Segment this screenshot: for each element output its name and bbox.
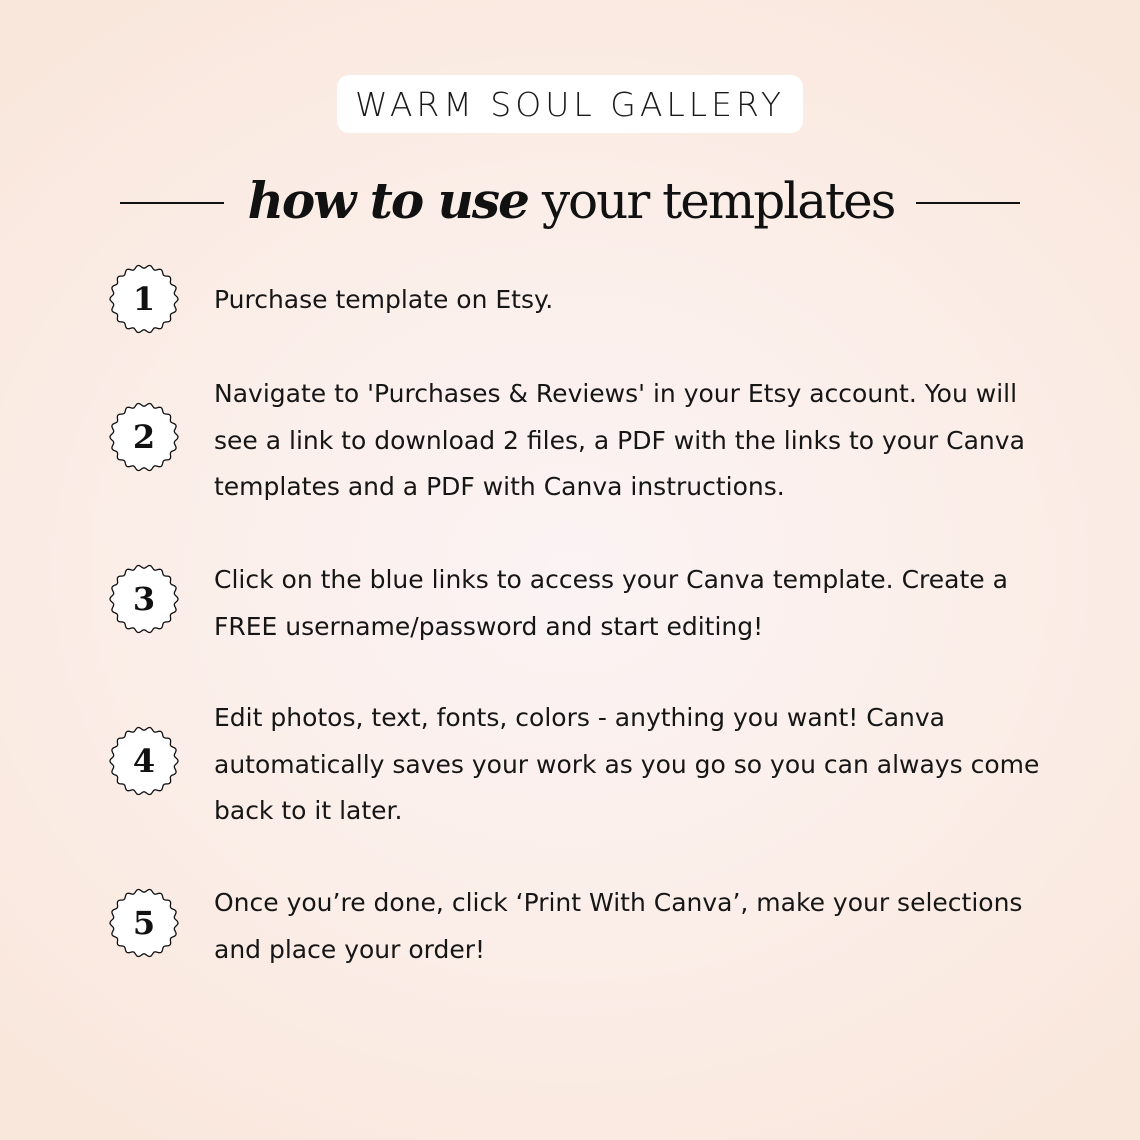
step-number: 1 [132,280,156,318]
step-text: Once you’re done, click ‘Print With Canva’, make your selections and place your order! [214,888,1023,964]
step-number-badge [107,400,181,474]
step-number: 5 [132,904,156,942]
step-number-badge [107,724,181,798]
title-rule-left [120,202,224,204]
step-text: Click on the blue links to access your Canva template. Create a FREE username/password and start editing! [214,565,1008,641]
step-number: 2 [132,418,156,456]
title-italic: how to use [247,170,528,230]
step-number-badge [107,262,181,336]
brand-name: WARM SOUL GALLERY [337,75,803,133]
step-text: Edit photos, text, fonts, colors - anything you want! Canva automatically saves your work as you go so you can always come back to it later. [214,703,1040,825]
title-text [248,171,895,230]
page-title [0,160,1140,240]
step-text: Navigate to 'Purchases & Reviews' in your Etsy account. You will see a link to download 2 files, a PDF with the links to your Canva templates and a PDF with Canva instructions. [214,379,1025,501]
title-rest: your templates [541,171,895,230]
step-text: Purchase template on Etsy. [214,285,554,314]
title-rule-right [916,202,1020,204]
step-number-badge [107,562,181,636]
step-number-badge [107,886,181,960]
step-number: 3 [132,580,156,618]
step-number: 4 [132,742,156,780]
brand-header [0,75,1140,133]
